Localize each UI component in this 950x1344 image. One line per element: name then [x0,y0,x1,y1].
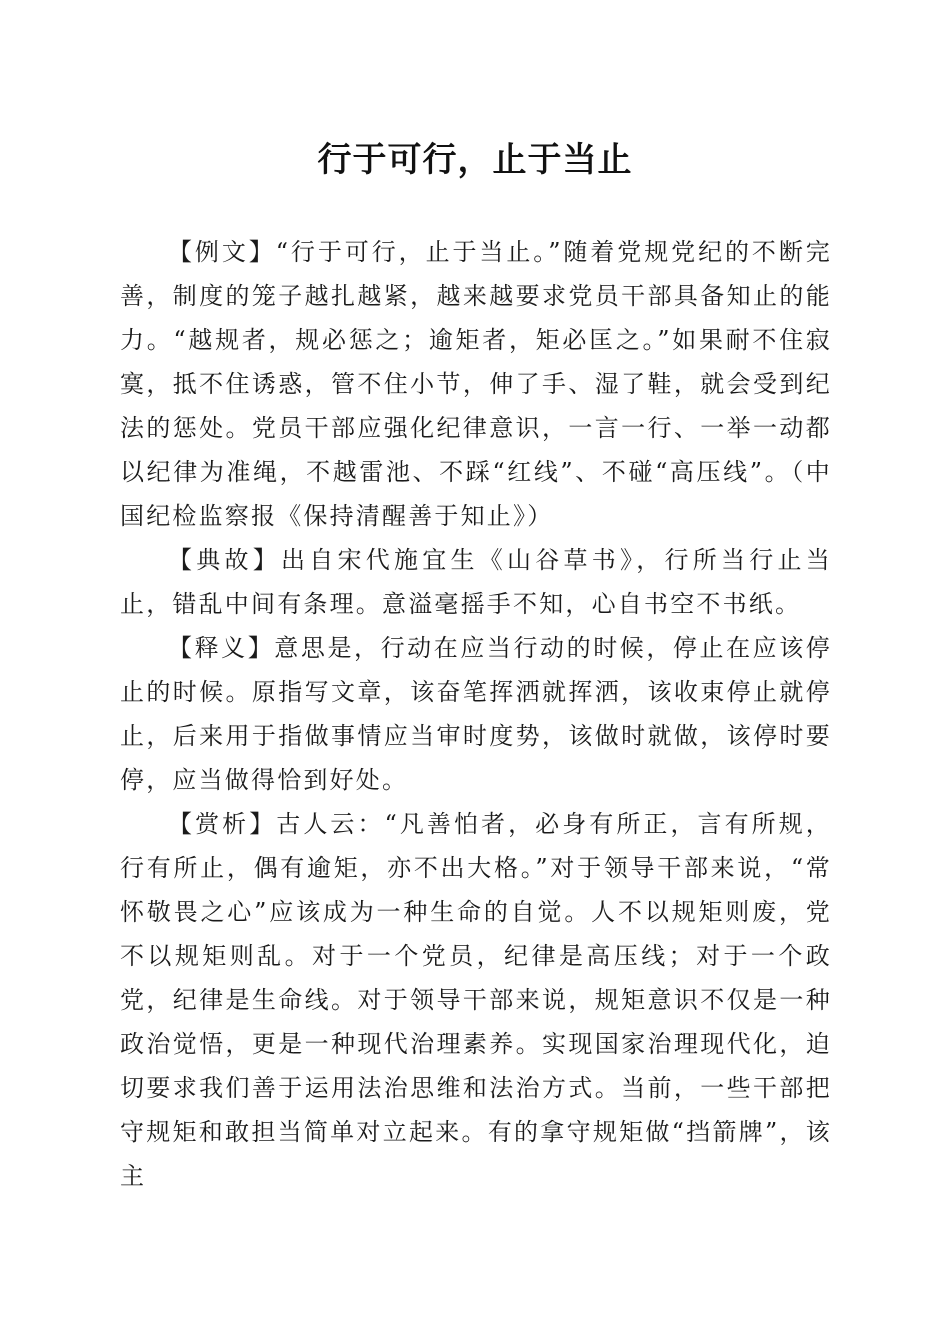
paragraph-appreciation: 【赏析】古人云：“凡善怕者，必身有所正，言有所规，行有所止，偶有逾矩，亦不出大格。”对于领导干部来说，“常怀敬畏之心”应该成为一种生命的自觉。人不以规矩则废，党不以规矩则乱。对于一个党员，纪律是高压线；对于一个政党，纪律是生命线。对于领导干部来说，规矩意识不仅是一种政治觉悟，更是一种现代治理素养。实现国家治理现代化，迫切要求我们善于运用法治思维和法治方式。当前，一些干部把守规矩和敢担当简单对立起来。有的拿守规矩做“挡箭牌”，该主 [120,810,832,1190]
paragraph-example: 【例文】“行于可行，止于当止。”随着党规党纪的不断完善，制度的笼子越扎越紧，越来越要求党员干部具备知止的能力。“越规者，规必惩之；逾矩者，矩必匡之。”如果耐不住寂寞，抵不住诱惑，管不住小节，伸了手、湿了鞋，就会受到纪法的惩处。党员干部应强化纪律意识，一言一行、一举一动都以纪律为准绳，不越雷池、不踩“红线”、不碰“高压线”。（中国纪检监察报《保持清醒善于知止》） [120,238,832,530]
paragraph-allusion: 【典故】出自宋代施宜生《山谷草书》，行所当行止当止，错乱中间有条理。意溢毫摇手不知，心自书空不书纸。 [120,546,832,618]
document-body [120,230,832,1198]
page-title: 行于可行，止于当止 [317,140,633,180]
paragraph-meaning: 【释义】意思是，行动在应当行动的时候，停止在应该停止的时候。原指写文章，该奋笔挥洒就挥洒，该收束停止就停止，后来用于指做事情应当审时度势，该做时就做，该停时要停，应当做得恰到好处。 [120,634,832,794]
